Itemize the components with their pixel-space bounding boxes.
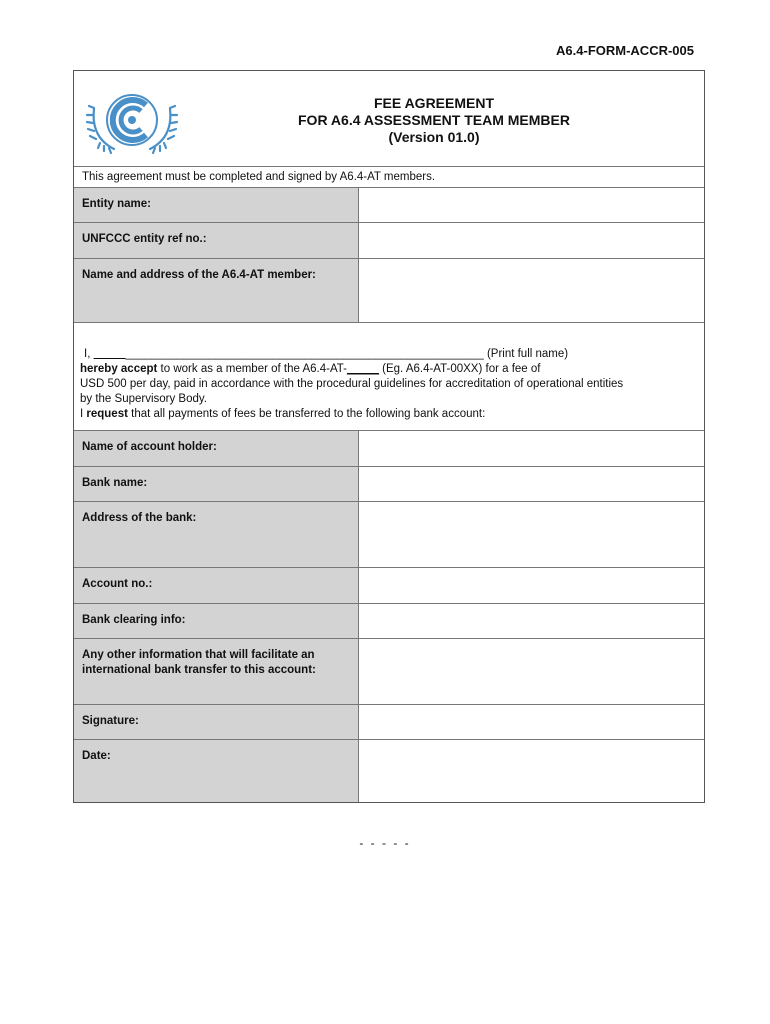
row-bank-clearing xyxy=(74,604,704,639)
document-title xyxy=(164,95,704,146)
request-text: request xyxy=(86,408,128,420)
signature-field[interactable] xyxy=(359,705,704,739)
member-name-address-label: Name and address of the A6.4-AT member: xyxy=(74,259,359,322)
bank-clearing-field[interactable] xyxy=(359,604,704,638)
declaration-line-3: USD 500 per day, paid in accordance with the procedural guidelines for accreditation of operational entities xyxy=(80,378,624,390)
accept-text: to work as a member of the A6.4-AT- xyxy=(157,363,347,375)
print-full-name-hint: (Print full name) xyxy=(483,348,569,360)
entity-ref-label: UNFCCC entity ref no.: xyxy=(74,223,359,258)
row-account-number xyxy=(74,568,704,604)
row-account-holder xyxy=(74,431,704,467)
other-info-field[interactable] xyxy=(359,639,704,704)
fee-text: (Eg. A6.4-AT-00XX) for a fee of xyxy=(378,363,541,375)
account-holder-field[interactable] xyxy=(359,431,704,466)
full-name-blank[interactable]: _____ xyxy=(93,348,126,360)
other-info-label: Any other information that will facilitate an international bank transfer to this account: xyxy=(74,639,359,704)
row-other-info xyxy=(74,639,704,705)
bank-address-field[interactable] xyxy=(359,502,704,567)
form-code: A6.4-FORM-ACCR-005 xyxy=(556,43,694,58)
date-label: Date: xyxy=(74,740,359,802)
entity-name-field[interactable] xyxy=(359,188,704,222)
account-holder-label: Name of account holder: xyxy=(74,431,359,466)
form-header xyxy=(74,71,704,167)
row-signature xyxy=(74,705,704,740)
title-line-1: FEE AGREEMENT xyxy=(373,95,495,111)
row-bank-address xyxy=(74,502,704,568)
signature-label: Signature: xyxy=(74,705,359,739)
account-number-label: Account no.: xyxy=(74,568,359,603)
bank-address-label: Address of the bank: xyxy=(74,502,359,567)
bank-name-label: Bank name: xyxy=(74,467,359,501)
declaration-text xyxy=(74,323,704,431)
row-bank-name xyxy=(74,467,704,502)
title-line-2: FOR A6.4 ASSESSMENT TEAM MEMBER xyxy=(298,112,570,128)
row-date xyxy=(74,740,704,802)
entity-name-label: Entity name: xyxy=(74,188,359,222)
declaration-line-2 xyxy=(80,362,698,377)
title-line-3: (Version 01.0) xyxy=(388,129,480,145)
declaration-line-1 xyxy=(80,347,698,362)
member-name-address-field[interactable] xyxy=(359,259,704,322)
at-number-blank[interactable]: _____ xyxy=(346,363,379,375)
bank-name-field[interactable] xyxy=(359,467,704,501)
account-number-field[interactable] xyxy=(359,568,704,603)
footer-dashes: - - - - - xyxy=(359,836,411,850)
row-entity-ref xyxy=(74,223,704,259)
entity-ref-field[interactable] xyxy=(359,223,704,258)
hereby-accept-text: hereby accept xyxy=(80,363,158,375)
request-suffix: that all payments of fees be transferred to the following bank account: xyxy=(127,408,486,420)
request-prefix: I xyxy=(80,408,87,420)
full-name-rule[interactable]: ________________________________________________________ xyxy=(125,348,484,360)
declaration-line-4: by the Supervisory Body. xyxy=(80,393,207,405)
instruction-text: This agreement must be completed and signed by A6.4-AT members. xyxy=(74,166,704,188)
declaration-line-5 xyxy=(80,407,698,422)
bank-clearing-label: Bank clearing info: xyxy=(74,604,359,638)
declaration-prefix: I, xyxy=(84,348,94,360)
form-frame xyxy=(73,70,705,803)
row-entity-name xyxy=(74,188,704,223)
date-field[interactable] xyxy=(359,740,704,802)
row-member-name-address xyxy=(74,259,704,323)
